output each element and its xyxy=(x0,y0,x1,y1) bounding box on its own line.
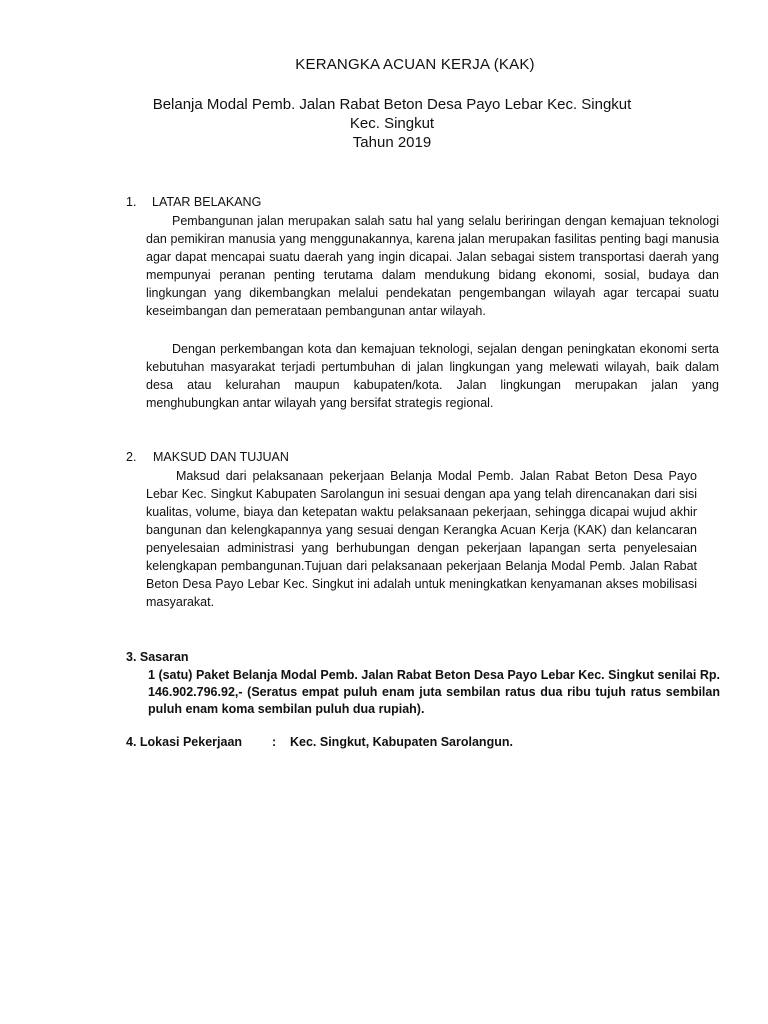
section-2-heading xyxy=(126,449,289,466)
document-title: KERANGKA ACUAN KERJA (KAK) xyxy=(295,56,535,73)
section-3-paragraph: 1 (satu) Paket Belanja Modal Pemb. Jalan Rabat Beton Desa Payo Lebar Kec. Singkut senilai Rp. 146.902.796.92,- (Seratus empat puluh enam juta sembilan ratus dua ribu tujuh ratus sembilan puluh enam koma sembilan puluh dua rupiah). xyxy=(148,668,720,716)
section-1-heading xyxy=(126,194,261,211)
subtitle-line-1: Belanja Modal Pemb. Jalan Rabat Beton Desa Payo Lebar Kec. Singkut xyxy=(152,96,632,113)
section-2-title: MAKSUD DAN TUJUAN xyxy=(153,450,289,464)
section-1-paragraph-2: Dengan perkembangan kota dan kemajuan teknologi, sejalan dengan peningkatan ekonomi serta kebutuhan masyarakat terjadi pertumbuhan di jalan lingkungan yang melewati wilayah, baik dalam desa atau kelurahan maupun kabupaten/kota. Jalan lingkungan merupakan jalan yang menghubungkan antar wilayah yang bersifat strategis regional. xyxy=(146,342,719,410)
location-value: Kec. Singkut, Kabupaten Sarolangun. xyxy=(290,735,513,749)
section-3-heading: 3. Sasaran xyxy=(126,650,189,664)
location-label: 4. Lokasi Pekerjaan xyxy=(126,735,243,749)
section-1-title: LATAR BELAKANG xyxy=(152,195,262,209)
section-1-paragraph-1: Pembangunan jalan merupakan salah satu hal yang selalu beriringan dengan kemajuan teknologi dan pemikiran manusia yang menggunakannya, karena jalan merupakan fasilitas penting bagi manusia agar dapat mencapai suatu daerah yang ingin dicapai. Jalan sebagai sistem transportasi daerah yang mempunyai peranan penting terutama dalam mendukung bidang ekonomi, sosial, budaya dan lingkungan yang dikembangkan melalui pendekatan pengembangan wilayah agar tercapai suatu keseimbangan dan pemerataan pembangunan antar wilayah. xyxy=(146,214,719,318)
location-separator: : xyxy=(272,735,277,749)
section-1-number: 1. xyxy=(126,195,137,209)
section-2-number: 2. xyxy=(126,450,137,464)
subtitle-line-3: Tahun 2019 xyxy=(352,134,432,151)
section-2-paragraph: Maksud dari pelaksanaan pekerjaan Belanja Modal Pemb. Jalan Rabat Beton Desa Payo Lebar Kec. Singkut Kabupaten Sarolangun ini sesuai dengan apa yang telah direncanakan dari sisi kualitas, volume, biaya dan ketepatan waktu pelaksanaan pekerjaan, sehingga dicapai wujud akhir bangunan dan kelengkapannya yang sesuai dengan Kerangka Acuan Kerja (KAK) dan kelancaran penyelesaian administrasi yang berhubungan dengan pekerjaan lapangan serta penyelesaian kelengkapan pembangunan.Tujuan dari pelaksanaan pekerjaan Belanja Modal Pemb. Jalan Rabat Beton Desa Payo Lebar Kec. Singkut ini adalah untuk meningkatkan kenyamanan akses mobilisasi masyarakat. xyxy=(146,469,697,609)
section-4-location xyxy=(126,734,513,751)
document-subtitle xyxy=(0,95,768,152)
subtitle-line-2: Kec. Singkut xyxy=(349,115,435,132)
